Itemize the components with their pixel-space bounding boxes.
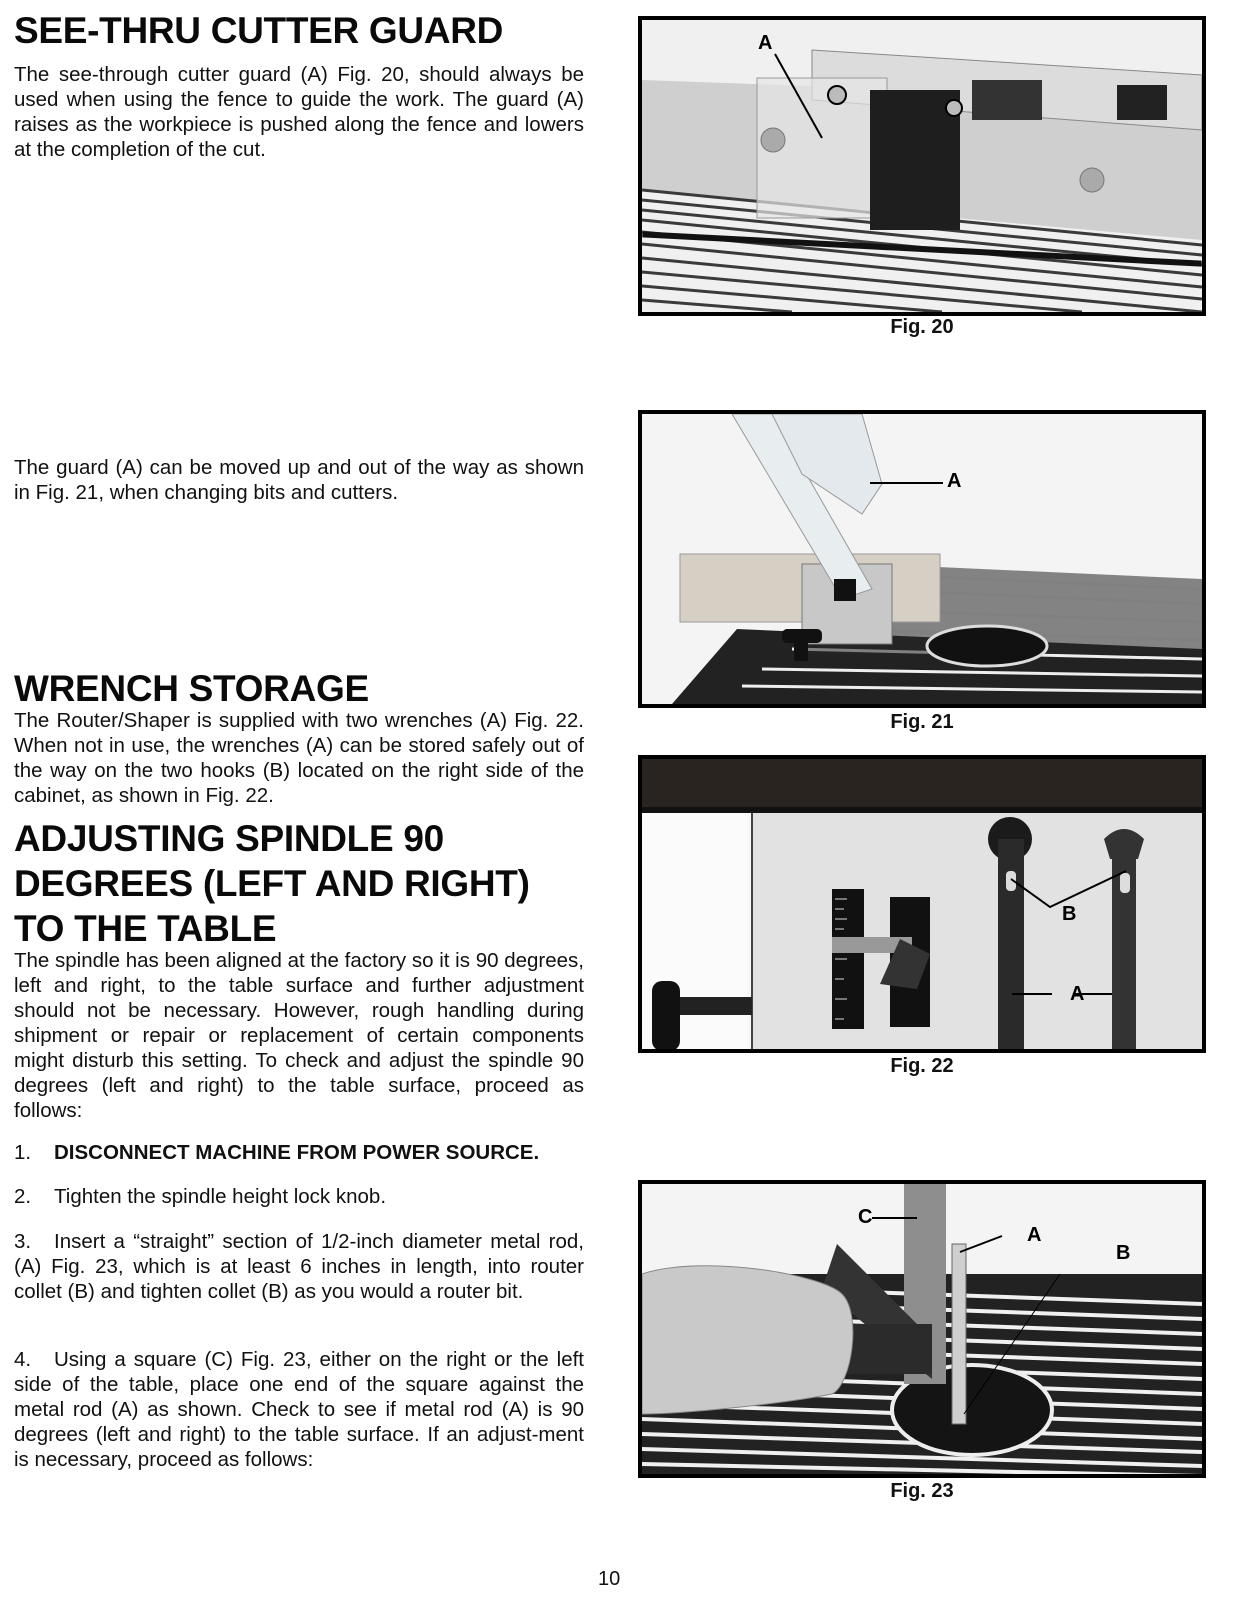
figure-23-photo xyxy=(638,1180,1206,1478)
heading-wrench-storage: WRENCH STORAGE xyxy=(14,668,369,709)
callout-label: A xyxy=(947,470,962,492)
step-number: 3. xyxy=(14,1230,32,1253)
figure-22-photo xyxy=(638,755,1206,1053)
heading-line: ADJUSTING SPINDLE 90 xyxy=(14,818,444,859)
figure-caption: Fig. 20 xyxy=(890,316,954,338)
step-text: Insert a “straight” section of 1/2-inch diameter metal rod, (A) Fig. 23, which is at least 6 inches in length, into router collet (B) and tighten collet (B) as you would a router bit. xyxy=(14,1230,584,1303)
figure-21-photo xyxy=(638,410,1206,708)
callout-label: A xyxy=(1070,983,1085,1005)
heading-line: DEGREES (LEFT AND RIGHT) xyxy=(14,863,530,904)
callout-label: A xyxy=(758,32,773,54)
step-number: 1. xyxy=(14,1141,32,1164)
step-text: Using a square (C) Fig. 23, either on the right or the left side of the table, place one end of the square against the metal rod (A) as shown. Check to see if metal rod (A) is 90 degrees (left and right) to the table surface. If an adjust-ment is necessary, proceed as follows: xyxy=(14,1348,584,1471)
paragraph-guard-moved: The guard (A) can be moved up and out of the way as shown in Fig. 21, when changing bits and cutters. xyxy=(14,456,584,504)
page-number: 10 xyxy=(598,1568,621,1590)
wrench-storage-photo-illustration xyxy=(642,759,1202,1049)
heading-see-thru-cutter-guard: SEE-THRU CUTTER GUARD xyxy=(14,10,504,51)
callout-label: C xyxy=(858,1206,873,1228)
paragraph-cutter-guard-intro: The see-through cutter guard (A) Fig. 20, should always be used when using the fence to guide the work. The guard (A) raises as the workpiece is pushed along the fence and lowers at the completion of the cut. xyxy=(14,63,584,161)
step-2 xyxy=(14,1184,584,1209)
figure-caption: Fig. 22 xyxy=(890,1055,954,1077)
callout-label: B xyxy=(1116,1242,1131,1264)
paragraph-spindle-intro: The spindle has been aligned at the factory so it is 90 degrees, left and right, to the table surface and further adjustment should not be necessary. However, rough handling during shipment or repair or replacement of certain components might disturb this setting. To check and adjust the spindle 90 degrees (left and right) to the table surface, proceed as follows: xyxy=(14,949,584,1122)
raised-guard-photo-illustration xyxy=(642,414,1202,704)
paragraph-wrench-storage: The Router/Shaper is supplied with two wrenches (A) Fig. 22. When not in use, the wrenches (A) can be stored safely out of the way on the two hooks (B) located on the right side of the cabinet, as shown in Fig. 22. xyxy=(14,709,584,807)
step-1 xyxy=(14,1140,584,1165)
step-number: 2. xyxy=(14,1185,32,1208)
figure-caption: Fig. 23 xyxy=(890,1480,954,1502)
step-text: Tighten the spindle height lock knob. xyxy=(54,1185,387,1208)
figure-20-photo xyxy=(638,16,1206,316)
step-3 xyxy=(14,1229,584,1304)
step-text: DISCONNECT MACHINE FROM POWER SOURCE. xyxy=(54,1141,540,1164)
callout-label: A xyxy=(1027,1224,1042,1246)
heading-adjusting-spindle xyxy=(14,816,604,951)
step-4 xyxy=(14,1347,584,1472)
square-check-photo-illustration xyxy=(642,1184,1202,1474)
callout-label: B xyxy=(1062,903,1077,925)
step-number: 4. xyxy=(14,1348,32,1371)
heading-line: TO THE TABLE xyxy=(14,908,277,949)
figure-caption: Fig. 21 xyxy=(890,711,954,733)
cutter-guard-photo-illustration xyxy=(642,20,1202,312)
